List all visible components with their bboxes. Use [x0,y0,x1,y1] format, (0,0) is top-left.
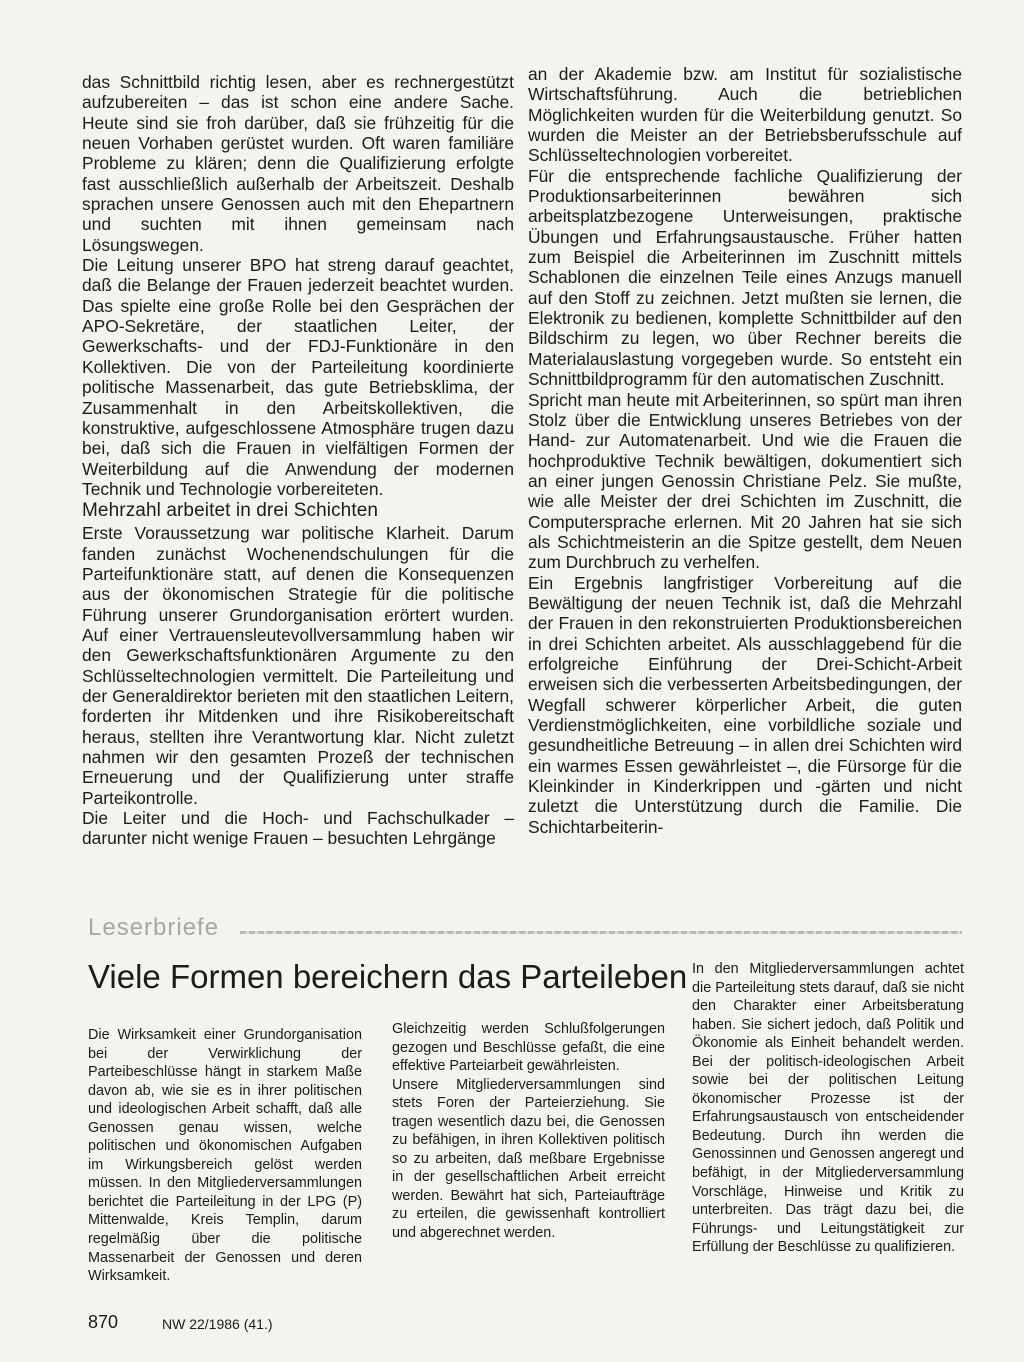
paragraph: Für die entsprechende fachliche Qualifizierung der Produktionsarbeiterinnen bewähren sich arbeitsplatzbezogene Unterweisungen, praktische Übungen und Erfahrungsaustausche. Früher hatten zum Beispiel die Arbeiterinnen im Zuschnitt mittels Schablonen die einzelnen Teile eines Anzugs manuell auf den Stoff zu zeichnen. Jetzt mußten sie lernen, die Elektronik zu bedienen, komplette Schnittbilder auf den Bildschirm zu legen, wo über Rechner bereits die Materialauslastung vorgegeben wurde. So entsteht ein Schnittbildprogramm für den automatischen Zuschnitt. [528,165,962,390]
page-number: 870 [88,1312,119,1332]
paragraph: Die Leiter und die Hoch- und Fachschulkader – darunter nicht wenige Frauen – besuchten Lehrgänge [82,808,514,849]
paragraph: an der Akademie bzw. am Institut für sozialistische Wirtschaftsführung. Auch die betrieblichen Möglichkeiten wurden für die Weiterbildung genutzt. So wurden die Meister an der Betriebsberufsschule auf Schlüsseltechnologien vorbereitet. [528,64,962,166]
section-subheading: Mehrzahl arbeitet in drei Schichten [82,500,379,522]
paragraph: Die Wirksamkeit einer Grundorganisation bei der Verwirklichung der Parteibeschlüsse hängt in starkem Maße davon ab, wie sie es in ihrer politischen und ideologischen Arbeit schafft, daß alle Genossen genau wissen, welche politischen und ökonomischen Aufgaben im Wirkungsbereich gelöst werden müssen. In den Mitgliederversammlungen berichtet die Parteileitung in der LPG (P) Mittenwalde, Kreis Templin, darum regelmäßig über die politische Massenarbeit der Genossen und deren Wirksamkeit. [88,1027,362,1285]
article-column-left [82,72,514,849]
paragraph: Die Leitung unserer BPO hat streng darauf geachtet, daß die Belange der Frauen jederzeit beachtet wurden. Das spielte eine große Rolle bei den Gesprächen der APO-Sekretäre, der staatlichen Leiter, der Gewerkschafts- und der FDJ-Funktionäre in den Kollektiven. Die von der Parteileitung koordinierte politische Massenarbeit, das gute Betriebsklima, der Zusammenhalt in den Arbeitskollektiven, die konstruktive, aufgeschlossene Atmosphäre trugen dazu bei, daß sich die Frauen in vielfältigen Formen der Weiterbildung auf die Anwendung der modernen Technik und Technologie vorbereiteten. [82,255,514,499]
paragraph: Gleichzeitig werden Schlußfolgerungen gezogen und Beschlüsse gefaßt, die eine effektive Parteiarbeit gewährleisten. [392,1021,665,1075]
paragraph: Erste Voraussetzung war politische Klarheit. Darum fanden zunächst Wochenendschulungen für die Parteifunktionäre statt, auf denen die Konsequenzen aus der ökonomischen Strategie für die politische Führung unserer Grundorganisation erörtert wurden. Auf einer Vertrauensleutevollversammlung haben wir den Gewerkschaftsfunktionären Argumente zu den Schlüsseltechnologien vermittelt. Die Parteileitung und der Generaldirektor berieten mit den staatlichen Leitern, forderten ihr Mitdenken und ihre Risikobereitschaft heraus, stellten ihre Verantwortung klar. Nicht zuletzt nahmen wir den gesamten Prozeß der technischen Erneuerung und der Qualifizierung unter straffe Parteikontrolle. [82,523,514,808]
paragraph: das Schnittbild richtig lesen, aber es rechnergestützt aufzubereiten – das ist schon eine andere Sache. Heute sind sie froh darüber, daß sie frühzeitig für die neuen Vorhaben gerüstet wurden. Oft waren familiäre Probleme zu klären; denn die Qualifizierung erfolgte fast ausschließlich außerhalb der Arbeitszeit. Deshalb sprachen unsere Genossen auch mit den Ehepartnern und suchten mit ihnen gemeinsam nach Lösungswegen. [82,72,514,255]
journal-reference: NW 22/1986 (41.) [162,1316,273,1332]
letter-column-3 [692,960,964,1257]
letter-column-2 [392,1020,665,1243]
paragraph: Ein Ergebnis langfristiger Vorbereitung auf die Bewältigung der neuen Technik ist, daß die Mehrzahl der Frauen in den rekonstruierten Produktionsbereichen in drei Schichten arbeitet. Als ausschlaggebend für die erfolgreiche Einführung der Drei-Schicht-Arbeit erweisen sich die verbesserten Arbeitsbedingungen, der Wegfall schwerer körperlicher Arbeit, die guten Verdienstmöglichkeiten, eine vorbildliche soziale und gesundheitliche Betreuung – in allen drei Schichten wird ein warmes Essen gewährleistet –, die Fürsorge für die Kleinkinder in Kinderkrippen und -gärten und nicht zuletzt die Unterstützung durch die Familie. Die Schichtarbeiterin- [528,572,962,837]
article-headline: Viele Formen bereichern das Parteileben [88,958,688,995]
paragraph: Unsere Mitgliederversammlungen sind stets Foren der Parteierziehung. Sie tragen wesentlich dazu bei, die Genossen zu befähigen, in ihren Kollektiven politisch so zu arbeiten, daß meßbare Ergebnisse in der gesellschaftlichen Arbeit erreicht werden. Bewährt hat sich, Parteiaufträge zu erteilen, die gewissenhaft kontrolliert und abgerechnet werden. [392,1076,665,1242]
paragraph: In den Mitgliederversammlungen achtet die Parteileitung stets darauf, daß sie nicht den Charakter einer Arbeitsberatung haben. Sie sichert jedoch, daß Politik und Ökonomie als Einheit behandelt werden. Bei der politisch-ideologischen Arbeit sowie bei der politischen Leitung ökonomischer Prozesse ist der Erfahrungsaustausch von entscheidender Bedeutung. Durch ihn werden die Genossinnen und Genossen angeregt und befähigt, in der Mitgliederversammlung Vorschläge, Hinweise und Kritik zu unterbreiten. Das trägt dazu bei, die Führungs- und Leitungstätigkeit zur Erfüllung der Beschlüsse zu qualifizieren. [692,961,964,1256]
section-label: Leserbriefe [88,914,220,941]
paragraph: Spricht man heute mit Arbeiterinnen, so spürt man ihren Stolz über die Entwicklung unseres Betriebes von der Hand- zur Automatenarbeit. Und wie die Frauen die hochproduktive Technik bewältigen, dokumentiert sich an einer jungen Genossin Christiane Pelz. Sie mußte, wie alle Meister der drei Schichten im Zuschnitt, die Computersprache erlernen. Mit 20 Jahren hat sie sich als Schichtmeisterin an die Spitze gestellt, dem Neuen zum Durchbruch zu verhelfen. [528,389,962,573]
section-divider [240,931,962,934]
letter-column-1 [88,1026,362,1286]
article-column-right [528,64,962,837]
